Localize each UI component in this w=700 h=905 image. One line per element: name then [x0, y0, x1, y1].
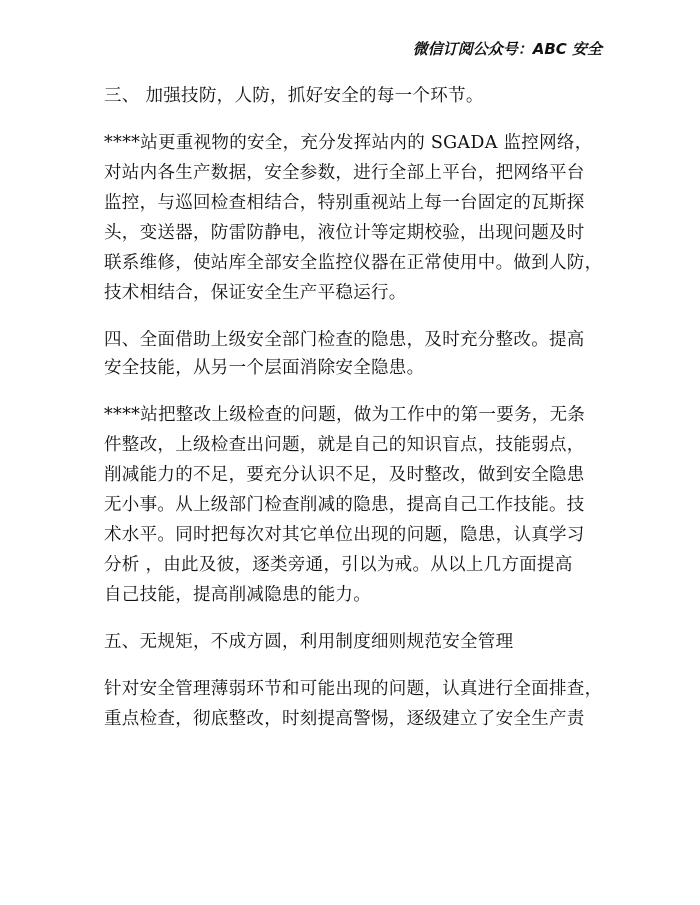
text-line: 分析 ，由此及彼，逐类旁通，引以为戒。从以上几方面提高: [104, 555, 573, 575]
text-line: 监控，与巡回检查相结合，特别重视站上每一台固定的瓦斯探: [104, 193, 585, 213]
text-line: ****站把整改上级检查的问题，做为工作中的第一要务，无条: [104, 405, 586, 425]
text-line: 头，变送器，防雷防静电，液位计等定期校验，出现问题及时: [104, 223, 585, 243]
text-line: 针对安全管理薄弱环节和可能出现的问题，认真进行全面排查，: [104, 679, 603, 699]
text-line: 对站内各生产数据，安全参数，进行全部上平台，把网络平台: [104, 163, 585, 183]
paragraph-safety-management: [104, 674, 604, 734]
text-line: 削减能力的不足，要充分认识不足，及时整改，做到安全隐患: [104, 465, 585, 485]
text-line: 术水平。同时把每次对其它单位出现的问题，隐患，认真学习: [104, 525, 585, 545]
text-line: 联系维修，使站库全部安全监控仪器在正常使用中。做到人防，: [104, 253, 603, 273]
text-line: 技术相结合，保证安全生产平稳运行。: [104, 283, 407, 303]
text-line: 三、 加强技防，人防，抓好安全的每一个环节。: [104, 86, 484, 106]
paragraph-tech-defense: [104, 128, 604, 308]
text-line: 安全技能，从另一个层面消除安全隐患。: [104, 358, 425, 378]
section-heading-5: [104, 628, 604, 656]
document-header: 微信订阅公众号：ABC 安全: [412, 40, 602, 58]
text-line: 件整改，上级检查出问题，就是自己的知识盲点，技能弱点，: [104, 435, 585, 455]
text-line: 自己技能，提高削减隐患的能力。: [104, 585, 371, 605]
text-line: 五、无规矩，不成方圆，利用制度细则规范安全管理: [104, 632, 514, 652]
document-body: [104, 82, 604, 752]
text-line: 无小事。从上级部门检查削减的隐患，提高自己工作技能。技: [104, 495, 585, 515]
text-line: 四、全面借助上级安全部门检查的隐患，及时充分整改。提高: [104, 330, 585, 350]
text-line: 重点检查，彻底整改，时刻提高警惕，逐级建立了安全生产责: [104, 709, 585, 729]
text-line: ****站更重视物的安全，充分发挥站内的 SGADA 监控网络，: [104, 133, 593, 153]
section-heading-3: [104, 82, 604, 110]
paragraph-rectification: [104, 400, 604, 610]
section-heading-4: [104, 326, 604, 382]
